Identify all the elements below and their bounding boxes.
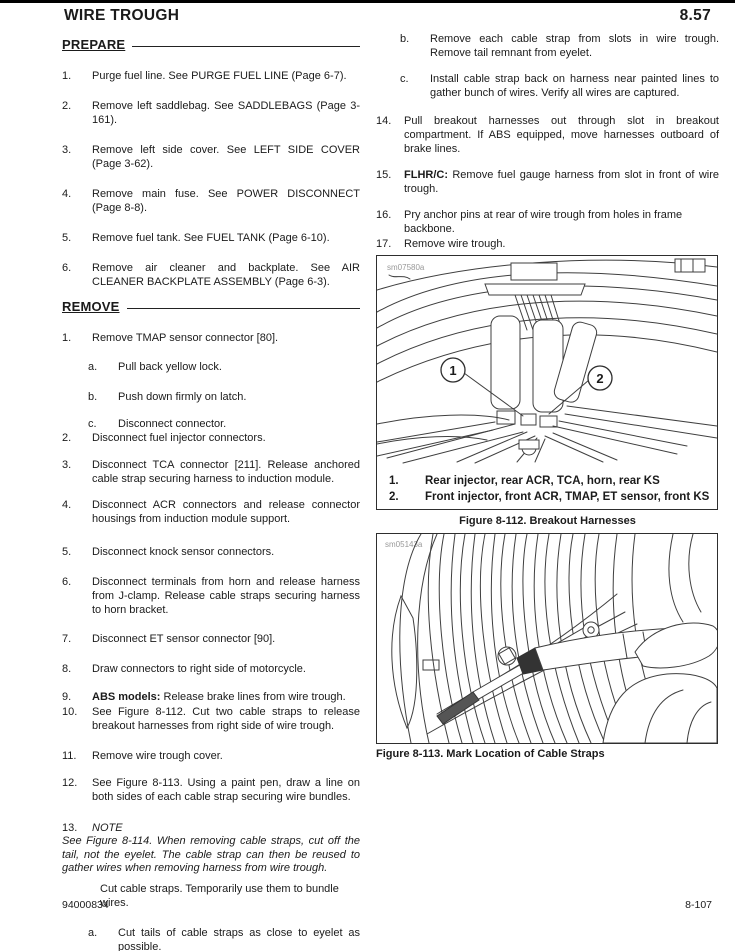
- left-column: [62, 30, 360, 951]
- heading-rule: [132, 46, 360, 47]
- item-text: Disconnect fuel injector connectors.: [92, 432, 266, 444]
- list-item: [376, 168, 719, 196]
- list-item: [62, 231, 360, 245]
- item-text: Remove left side cover. See LEFT SIDE COVER (Page 3-62).: [92, 144, 360, 170]
- note-label: NOTE: [92, 822, 123, 834]
- list-item: [62, 431, 360, 445]
- legend-text: Rear injector, rear ACR, TCA, horn, rear KS: [425, 475, 660, 487]
- prepare-heading-label: PREPARE: [62, 37, 126, 52]
- harness-tubes: [377, 406, 717, 463]
- list-subitem: [62, 926, 360, 951]
- item-letter: a.: [88, 926, 98, 939]
- connector-boots: [485, 263, 599, 427]
- legend-text: Front injector, front ACR, TMAP, ET sensor, front KS: [425, 490, 710, 503]
- list-item: [62, 458, 360, 486]
- item-lead: ABS models:: [92, 691, 161, 703]
- item-number: 12.: [62, 777, 78, 789]
- list-item: [376, 237, 719, 251]
- item-text: Pry anchor pins at rear of wire trough from holes in frame backbone.: [404, 209, 683, 235]
- list-item: [62, 705, 360, 733]
- item-number: 1.: [62, 70, 72, 82]
- item-text: Remove wire trough.: [404, 238, 506, 250]
- page-title: WIRE TROUGH: [64, 7, 180, 24]
- note-text: See Figure 8-114. When removing cable straps, cut off the tail, not the eyelet. The cable strap can then be reused to gather wires when removing harness from wire trough.: [62, 835, 360, 874]
- item-number: 2.: [62, 432, 72, 444]
- item-rest: Release brake lines from wire trough.: [160, 691, 346, 703]
- list-subitem: [62, 417, 360, 431]
- list-item: [62, 690, 360, 704]
- item-text: Remove left saddlebag. See SADDLEBAGS (Page 3-161).: [92, 100, 360, 126]
- item-text: Remove each cable strap from slots in wire trough. Remove tail remnant from eyelet.: [430, 33, 719, 59]
- item-number: 16.: [376, 209, 392, 221]
- list-item: [62, 498, 360, 526]
- item-text: Purge fuel line. See PURGE FUEL LINE (Page 6-7).: [92, 70, 347, 82]
- list-item: [62, 632, 360, 646]
- legend-row: [389, 490, 711, 506]
- item-number: 9.: [62, 691, 72, 703]
- figure-8-112: [376, 255, 718, 510]
- list-item: [62, 99, 360, 127]
- item-number: 7.: [62, 633, 72, 645]
- item-lead: FLHR/C:: [404, 169, 448, 181]
- item-number: 6.: [62, 262, 72, 274]
- item-number: 5.: [62, 546, 72, 558]
- item-number: 10.: [62, 706, 78, 718]
- item-text: [404, 168, 719, 196]
- item-text: [92, 690, 360, 704]
- item13-body-text: Cut cable straps. Temporarily use them to bundle wires.: [100, 882, 339, 909]
- callout-2-label: 2: [596, 371, 604, 386]
- top-divider-bar: [0, 0, 735, 3]
- list-subitem: [62, 390, 360, 404]
- item-text: Install cable strap back on harness near painted lines to gather bunch of wires. Verify all wires are captured.: [430, 73, 719, 99]
- item-number: 6.: [62, 576, 72, 588]
- footer-part-number: 94000834: [62, 899, 109, 911]
- item-text: Pull back yellow lock.: [118, 361, 222, 373]
- item-text: Disconnect ET sensor connector [90].: [92, 633, 276, 645]
- item-text: Cut tails of cable straps as close to eyelet as possible.: [118, 926, 360, 951]
- item-text: Disconnect terminals from horn and release harness from J-clamp. Release cable straps securing harness to horn bracket.: [92, 576, 360, 616]
- figure-8-112-caption: Figure 8-112. Breakout Harnesses: [459, 515, 636, 527]
- list-subitem: [62, 360, 360, 374]
- item-text: See Figure 8-112. Cut two cable straps to release breakout harnesses from right side of wire trough.: [92, 706, 360, 732]
- item-letter: c.: [88, 418, 97, 430]
- item-text: Remove fuel tank. See FUEL TANK (Page 6-10).: [92, 232, 330, 244]
- item-text: Disconnect knock sensor connectors.: [92, 546, 275, 558]
- list-item: [62, 69, 360, 83]
- list-item: [62, 575, 360, 617]
- item-text: Disconnect ACR connectors and release connector housings from induction module support.: [92, 499, 360, 525]
- item-rest: Remove fuel gauge harness from slot in front of wire trough.: [404, 169, 719, 195]
- figure-8-113-caption: Figure 8-113. Mark Location of Cable Straps: [376, 748, 605, 760]
- callout-1-label: 1: [449, 363, 457, 378]
- page-header: [64, 7, 711, 25]
- figure-8-112-drawing: [377, 256, 717, 509]
- list-item: [62, 261, 360, 289]
- item-number: 4.: [62, 499, 72, 511]
- section-heading-remove: [62, 299, 360, 314]
- figure-legend: [389, 474, 711, 505]
- item-text: Draw connectors to right side of motorcycle.: [92, 663, 306, 675]
- item-number: 11.: [62, 750, 77, 762]
- figure-watermark: sm05143a: [385, 540, 423, 549]
- page-footer: [62, 899, 712, 911]
- item-text: Pull breakout harnesses out through slot in breakout compartment. If ABS equipped, move harnesses outboard of brake lines.: [404, 115, 719, 155]
- item-text: Disconnect TCA connector [211]. Release anchored cable strap securing harness to induction module.: [92, 459, 360, 485]
- item-number: 15.: [376, 169, 392, 181]
- legend-row: [389, 474, 711, 490]
- footer-page-number: 8-107: [685, 899, 712, 911]
- remove-heading-label: REMOVE: [62, 299, 120, 314]
- figure-8-113: [376, 533, 718, 744]
- list-subitem: [376, 72, 719, 100]
- section-number: 8.57: [679, 7, 711, 24]
- legend-number: 2.: [389, 490, 399, 503]
- list-subitem: [376, 32, 719, 60]
- list-item: [62, 776, 360, 804]
- item-number: 1.: [62, 332, 72, 344]
- item-number: 3.: [62, 459, 72, 471]
- figure-watermark: sm07580a: [387, 263, 425, 272]
- list-item: [376, 208, 719, 236]
- item-letter: c.: [400, 73, 409, 85]
- item-text: See Figure 8-113. Using a paint pen, draw a line on both sides of each cable strap securing wire bundles.: [92, 777, 360, 803]
- list-item: [62, 331, 360, 345]
- section-heading-prepare: [62, 37, 360, 52]
- item-number: 13.: [62, 822, 78, 834]
- item-number: 2.: [62, 100, 72, 112]
- list-item: [62, 749, 360, 763]
- heading-rule: [127, 308, 360, 309]
- item-text: Remove TMAP sensor connector [80].: [92, 332, 279, 344]
- list-item: [62, 187, 360, 215]
- list-item: [62, 821, 360, 835]
- list-item: [62, 662, 360, 676]
- list-item: [376, 114, 719, 156]
- item-text: Remove wire trough cover.: [92, 750, 223, 762]
- list-item: [62, 545, 360, 559]
- item-text: Disconnect connector.: [118, 418, 227, 430]
- item-letter: b.: [400, 33, 410, 45]
- item-letter: a.: [88, 361, 98, 373]
- legend-number: 1.: [389, 475, 399, 487]
- item-number: 8.: [62, 663, 72, 675]
- item-number: 3.: [62, 144, 72, 156]
- right-column: [376, 32, 719, 760]
- item-text: Push down firmly on latch.: [118, 391, 247, 403]
- item-number: 4.: [62, 188, 72, 200]
- item-letter: b.: [88, 391, 98, 403]
- frame-edge: [392, 534, 439, 743]
- item-text: Remove main fuse. See POWER DISCONNECT (Page 8-8).: [92, 188, 360, 214]
- item-number: 17.: [376, 238, 392, 250]
- list-item: [62, 143, 360, 171]
- figure-8-113-drawing: [377, 534, 717, 743]
- item-number: 14.: [376, 115, 392, 127]
- item-number: 5.: [62, 232, 72, 244]
- item-text: Remove air cleaner and backplate. See AIR CLEANER BACKPLATE ASSEMBLY (Page 6-3).: [92, 262, 360, 288]
